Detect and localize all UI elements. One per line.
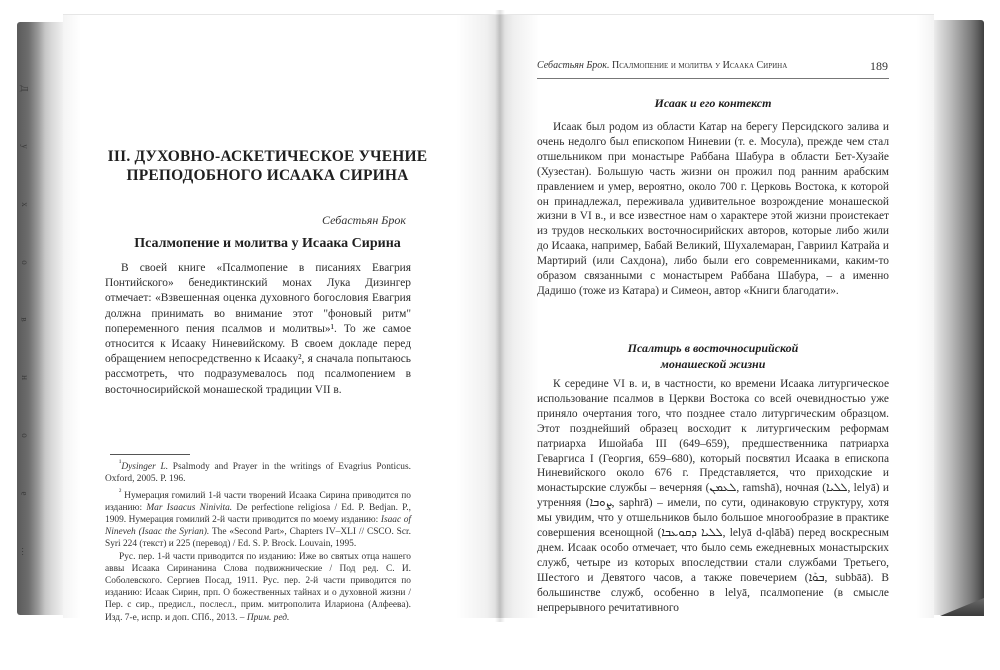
footnote-text: Psalmody and Prayer in the writings of Evagrius Ponticus. Oxford, 2005. P. 196. bbox=[105, 462, 411, 485]
section-title bbox=[537, 340, 889, 372]
paragraph: К середине VI в. и, в частности, ко времени Исаака литургическое использование псалмов в Церкви Востока со всей очевидностью уже приняло очертания того, что позднее стало литургическим образцом. Этот позднейший образец восходит к литургическим реформам патриарха Ишойаба III (649–659), предшественника патриарха Геваргиса I (Георгия, 659–680), который посвятил Исаака в епископа Ниневийского около 676 г. Представляется, что приходские и монастырские службы – вечерняя (ܠܥܡܢ, ramshā), ночная (ܠܠܝܐ, lelyā) и утренняя (ܨܘܒܐ, saphrā) – имели, по сути, одинаковую структуру, хотя мы увидим, что у отшельников было большое многообразие в практике совершения всенощной (ܠܠܝܐ ܕܩܘܥܒܐ, lelyā d-qlābā) перед воскресным днем. Исаак особо отмечает, что было семь ежедневных монастырских служб, четыре из которых впоследствии стали службами Третьего, Шестого и Девятого часов, а также повечерием (ܒܘܰܐ, subbāā). В большинстве служб, особенно в lelyā, псалмопение (в смысле непрерывного речитативного bbox=[537, 378, 889, 614]
page-number: 189 bbox=[870, 59, 888, 73]
footnote-marker: ² bbox=[119, 486, 122, 496]
section-title: Псалмопение и молитва у Исаака Сирина bbox=[134, 236, 401, 251]
spine-glyph: у bbox=[19, 144, 30, 149]
body-text-right-1 bbox=[537, 120, 889, 299]
footnote-divider bbox=[110, 454, 190, 455]
footnotes bbox=[105, 457, 411, 624]
body-text-left bbox=[105, 261, 411, 398]
footnote-author: Dysinger L. bbox=[121, 462, 169, 473]
paragraph: Исаак был родом из области Катар на берегу Персидского залива и очень недолго был епископом Ниневии (т. е. Мосула), прежде чем стал отшельником при монастыре Раббана Шабура в области Бет-Хузайе (Хузестан). Большую часть жизни он прожил под ранним арабским правлением и умер, вероятно, около 700 г. Церковь Востока, к которой он принадлежал, переживала удивительное возрождение монашеской жизни в VI в., и все известное нам о характере этой жизни проистекает из трудов нескольких восточносирийских авторов, которые либо жили до Исаака, например, Бабай Великий, Шухалемаран, Гавриил Катрайа и Мартирий (или Сахдона), либо были его современниками, каким-то образом связанными с монастырем Раббана Шабура, – а именно Дадишо (тоже из Катара) и Симеон, автор «Книги благодати». bbox=[537, 121, 889, 297]
footnote-text: Нумерация гомилий 1-й части творений Исаака Сирина приводится по изданию: bbox=[105, 490, 411, 513]
footnote-text: Рус. пер. 1-й части приводится по изданию: Иже во святых отца нашего аввы Исаака Сиринанина Слова подвижнические / Под ред. С. И. Соболевского. Сергиев Посад, 1911. Рус. пер. 2-й части приводится по изданию: Исаак Сирин, прп. О божественных тайнах и о духовной жизни / Пер. с сир., предисл., послесл., прим. митрополита Илариона (Алфеева). Изд. 7-е, испр. и доп. СПб., 2013. – bbox=[105, 551, 411, 623]
section-title: Исаак и его контекст bbox=[654, 96, 772, 110]
spine-glyph: Д bbox=[19, 85, 30, 92]
footnote-italic: Прим. ред. bbox=[246, 612, 290, 623]
author-name: Себастьян Брок bbox=[322, 213, 406, 227]
spine-glyph: е bbox=[19, 491, 30, 496]
running-head-rule bbox=[537, 78, 889, 79]
spine-text bbox=[20, 60, 28, 580]
running-head bbox=[537, 60, 887, 71]
footnote-italic: Mar Isaacus Ninivita. bbox=[146, 502, 233, 513]
footnote-text: The «Second Part», Chapters IV–XLI // CSCO. Scr. Syri 224 (текст) и 225 (перевод) / Ed. S. P. Brock. Louvain, 1995. bbox=[105, 527, 411, 550]
running-head-title: Псалмопение и молитва у Исаака Сирина bbox=[609, 60, 788, 71]
paragraph: В своей книге «Псалмопение в писаниях Евагрия Понтийского» бенедиктинский монах Лука Дизингер отмечает: «Взвешенная оценка духовного богословия Евагрия должна принимать во внимание этот "фоновый ритм" попеременного пения псалмов и молитвы»¹. То же самое относится к Исааку Ниневийскому. В своем докладе перед обращением непосредственно к Исааку², я сначала попытаюсь рассмотреть, что подразумевалось под псалмопением в восточносирийской монашеской традиции VII в. bbox=[105, 262, 411, 396]
section-title-line: монашеской жизни bbox=[660, 357, 766, 371]
chapter-title: III. ДУХОВНО-АСКЕТИЧЕСКОЕ УЧЕНИЕ ПРЕПОДОБНОГО ИСААКА СИРИНА bbox=[107, 148, 428, 184]
footnote-italic: Isaac of Nineveh (Isaac the Syrian). bbox=[105, 515, 412, 538]
footnote-1 bbox=[105, 457, 411, 486]
spine-glyph: о bbox=[19, 259, 30, 265]
spine-glyph: в bbox=[19, 317, 30, 323]
running-head-author: Себастьян Брок. bbox=[537, 60, 610, 71]
book-gutter bbox=[495, 10, 505, 622]
body-text-right-2 bbox=[537, 377, 889, 616]
section-title-line: Псалтирь в восточносирийской bbox=[627, 341, 799, 355]
footnote-marker: ¹ bbox=[119, 458, 122, 467]
footnote-3 bbox=[105, 551, 411, 624]
spine-glyph: х bbox=[19, 202, 30, 207]
footnote-2 bbox=[105, 486, 411, 551]
book-cover-right-edge bbox=[932, 20, 984, 615]
spine-glyph: о bbox=[19, 433, 30, 438]
spine-glyph: … bbox=[19, 546, 30, 556]
footnote-text: De perfectione religiosa / Ed. P. Bedjan. P., 1909. Нумерация гомилий 2-й части приводится по моему изданию: bbox=[105, 502, 411, 526]
spine-glyph: н bbox=[19, 375, 30, 381]
